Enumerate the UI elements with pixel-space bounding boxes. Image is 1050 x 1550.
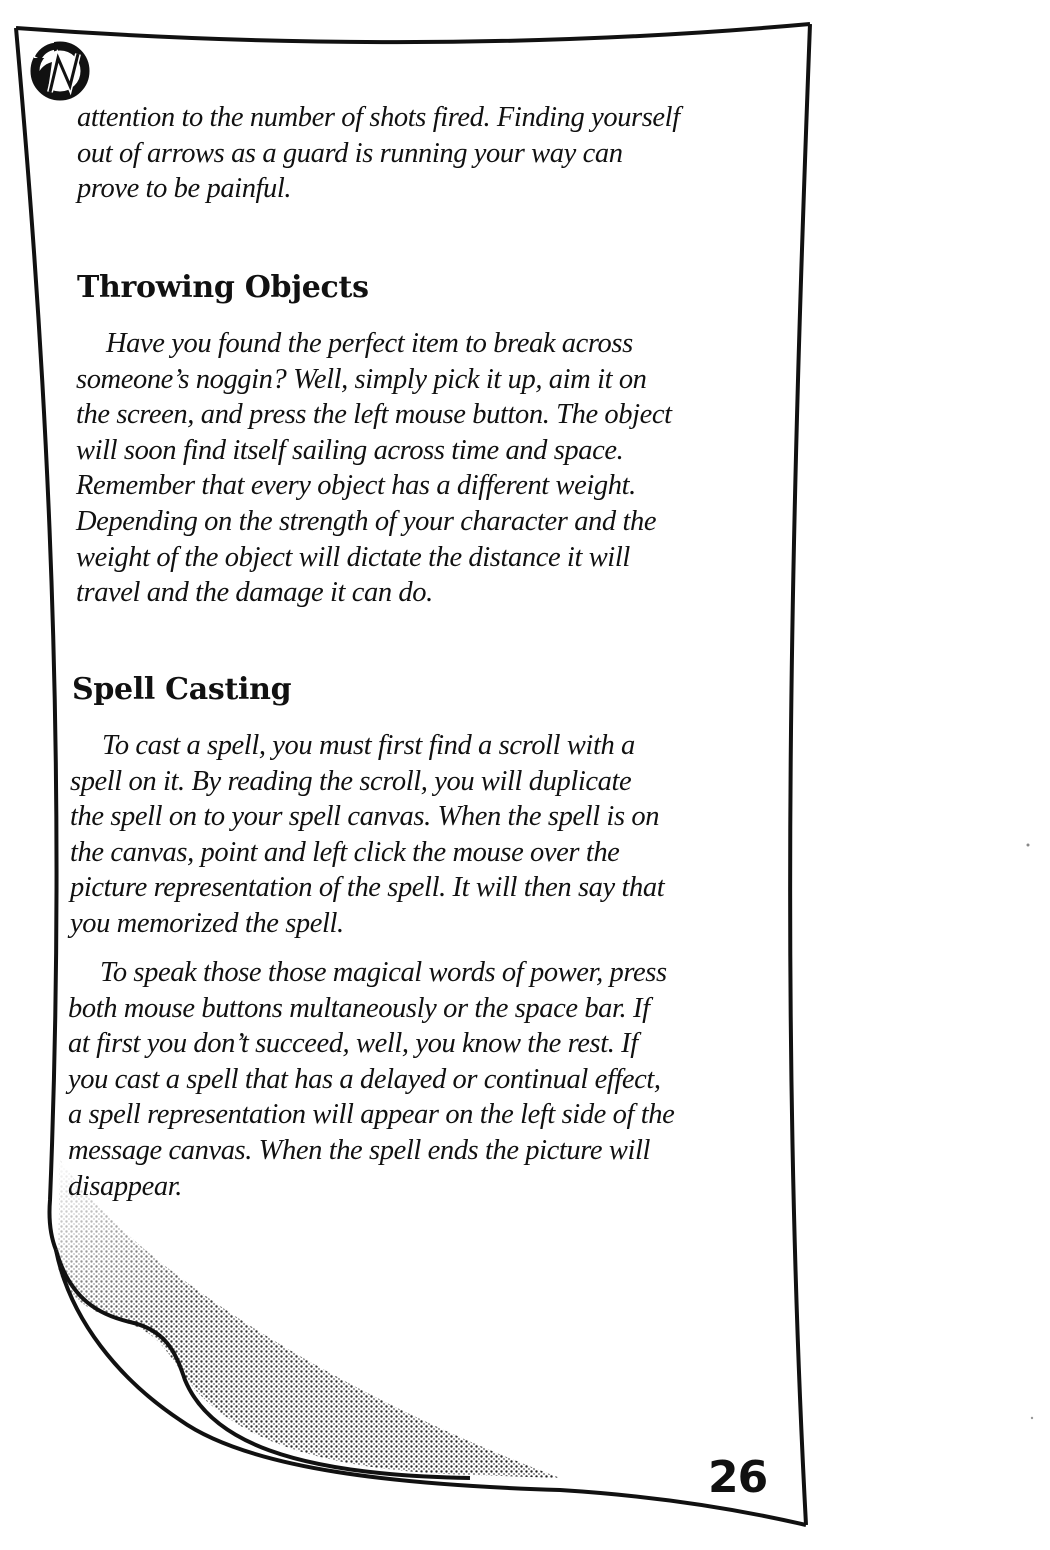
page-number: 26 — [708, 1452, 768, 1503]
text-line: weight of the object will dictate the distance it will — [76, 541, 630, 573]
text-line: someone’s noggin? Well, simply pick it up, aim it on — [76, 363, 647, 395]
text-line: will soon find itself sailing across time and space. — [76, 434, 624, 466]
text-line: the screen, and press the left mouse button. The object — [76, 399, 672, 431]
text-line: Depending on the strength of your character and the — [76, 505, 657, 537]
text-line: travel and the damage it can do. — [76, 577, 433, 609]
text-line: Have you found the perfect item to break across — [106, 328, 633, 359]
text-line: a spell representation will appear on the left side of the — [68, 1099, 675, 1131]
text-line: you cast a spell that has a delayed or continual effect, — [68, 1063, 661, 1095]
text-line: disappear. — [68, 1170, 182, 1202]
throwing-objects-paragraph — [76, 326, 672, 611]
spell-casting-paragraph-1 — [70, 728, 664, 942]
text-line: both mouse buttons multaneously or the space bar. If — [68, 992, 650, 1024]
text-line: To speak those those magical words of power, press — [100, 957, 667, 988]
publisher-logo-icon — [28, 40, 92, 102]
text-line: To cast a spell, you must first find a scroll with a — [102, 730, 635, 761]
text-line: the spell on to your spell canvas. When the spell is on — [70, 801, 660, 833]
text-line: message canvas. When the spell ends the picture will — [68, 1134, 651, 1166]
intro-paragraph — [77, 100, 680, 207]
spell-casting-paragraph-2 — [68, 955, 674, 1204]
text-line: attention to the number of shots fired. Finding yourself — [77, 102, 680, 133]
text-line: spell on it. By reading the scroll, you will duplicate — [70, 765, 632, 797]
text-line: you memorized the spell. — [70, 907, 344, 939]
section-heading-spell-casting: Spell Casting — [72, 672, 292, 707]
section-heading-throwing-objects: Throwing Objects — [77, 270, 369, 305]
text-line: Remember that every object has a different weight. — [76, 470, 636, 502]
text-line: the canvas, point and left click the mouse over the — [70, 836, 620, 868]
text-line: picture representation of the spell. It will then say that — [70, 872, 665, 904]
text-line: out of arrows as a guard is running your way can — [77, 137, 623, 169]
text-line: prove to be painful. — [77, 173, 292, 205]
text-line: at first you don’t succeed, well, you know the rest. If — [68, 1028, 638, 1060]
